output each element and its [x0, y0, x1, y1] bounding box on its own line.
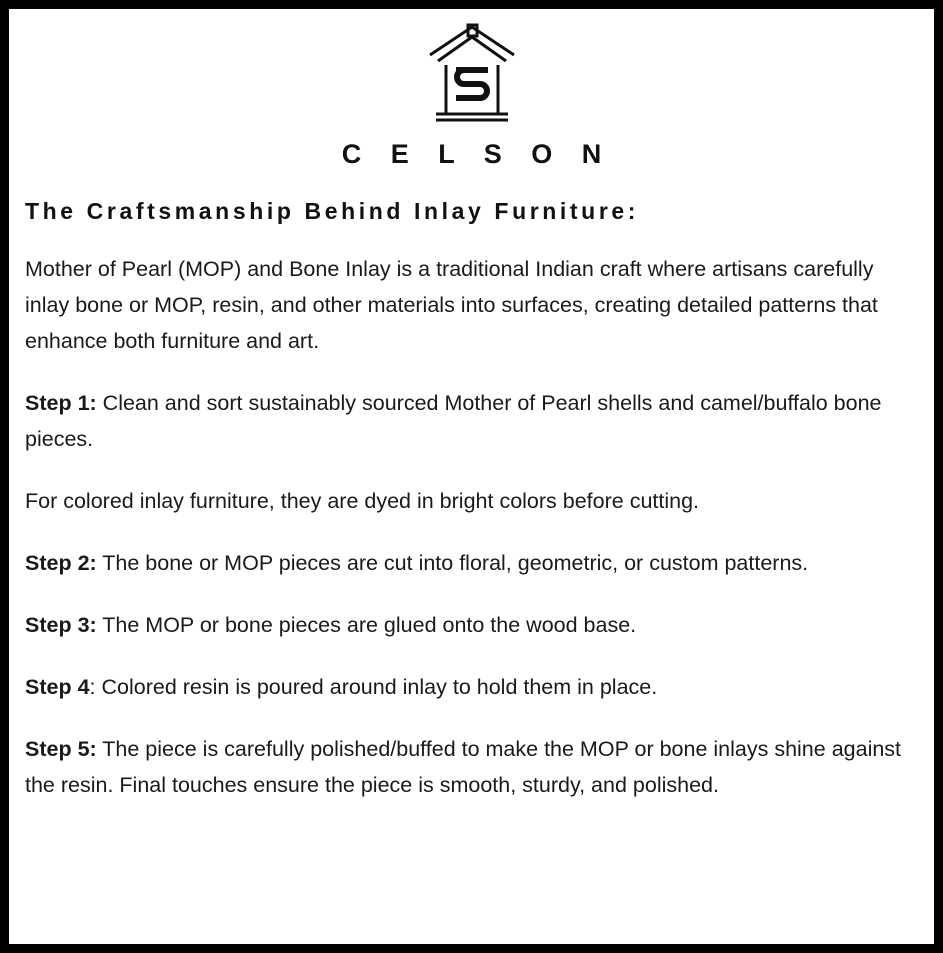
paragraph-text: For colored inlay furniture, they are dyed in bright colors before cutting.	[25, 489, 700, 513]
paragraph-label: Step 4	[25, 675, 90, 699]
paragraph-text: The MOP or bone pieces are glued onto the wood base.	[96, 613, 637, 637]
paragraph-text: The bone or MOP pieces are cut into floral, geometric, or custom patterns.	[96, 551, 809, 575]
page-title: The Craftsmanship Behind Inlay Furniture:	[25, 198, 640, 224]
paragraph-intro	[25, 251, 918, 359]
paragraph-label: Step 1:	[25, 391, 97, 415]
paragraph-note-colored	[25, 483, 918, 519]
paragraph-text: Mother of Pearl (MOP) and Bone Inlay is a traditional Indian craft where artisans carefully inlay bone or MOP, resin, and other materials into surfaces, creating detailed patterns that enhance both furniture and art.	[25, 257, 878, 353]
paragraph-text: The piece is carefully polished/buffed to make the MOP or bone inlays shine against the resin. Final touches ensure the piece is smooth, sturdy, and polished.	[25, 737, 902, 797]
paragraph-step-2	[25, 545, 918, 581]
paragraph-step-4	[25, 669, 918, 705]
paragraph-label: Step 3:	[25, 613, 97, 637]
brand-name: C E L S O N	[341, 139, 613, 169]
house-monogram-logo-icon	[25, 21, 918, 125]
paragraph-text: Clean and sort sustainably sourced Mother of Pearl shells and camel/buffalo bone pieces.	[25, 391, 882, 451]
paragraph-label: Step 5:	[25, 737, 97, 761]
body-copy	[25, 251, 918, 803]
paragraph-step-5	[25, 731, 918, 803]
brand-header	[25, 19, 918, 170]
paragraph-step-1	[25, 385, 918, 457]
paragraph-step-3	[25, 607, 918, 643]
paragraph-text: : Colored resin is poured around inlay to hold them in place.	[89, 675, 658, 699]
paragraph-label: Step 2:	[25, 551, 97, 575]
